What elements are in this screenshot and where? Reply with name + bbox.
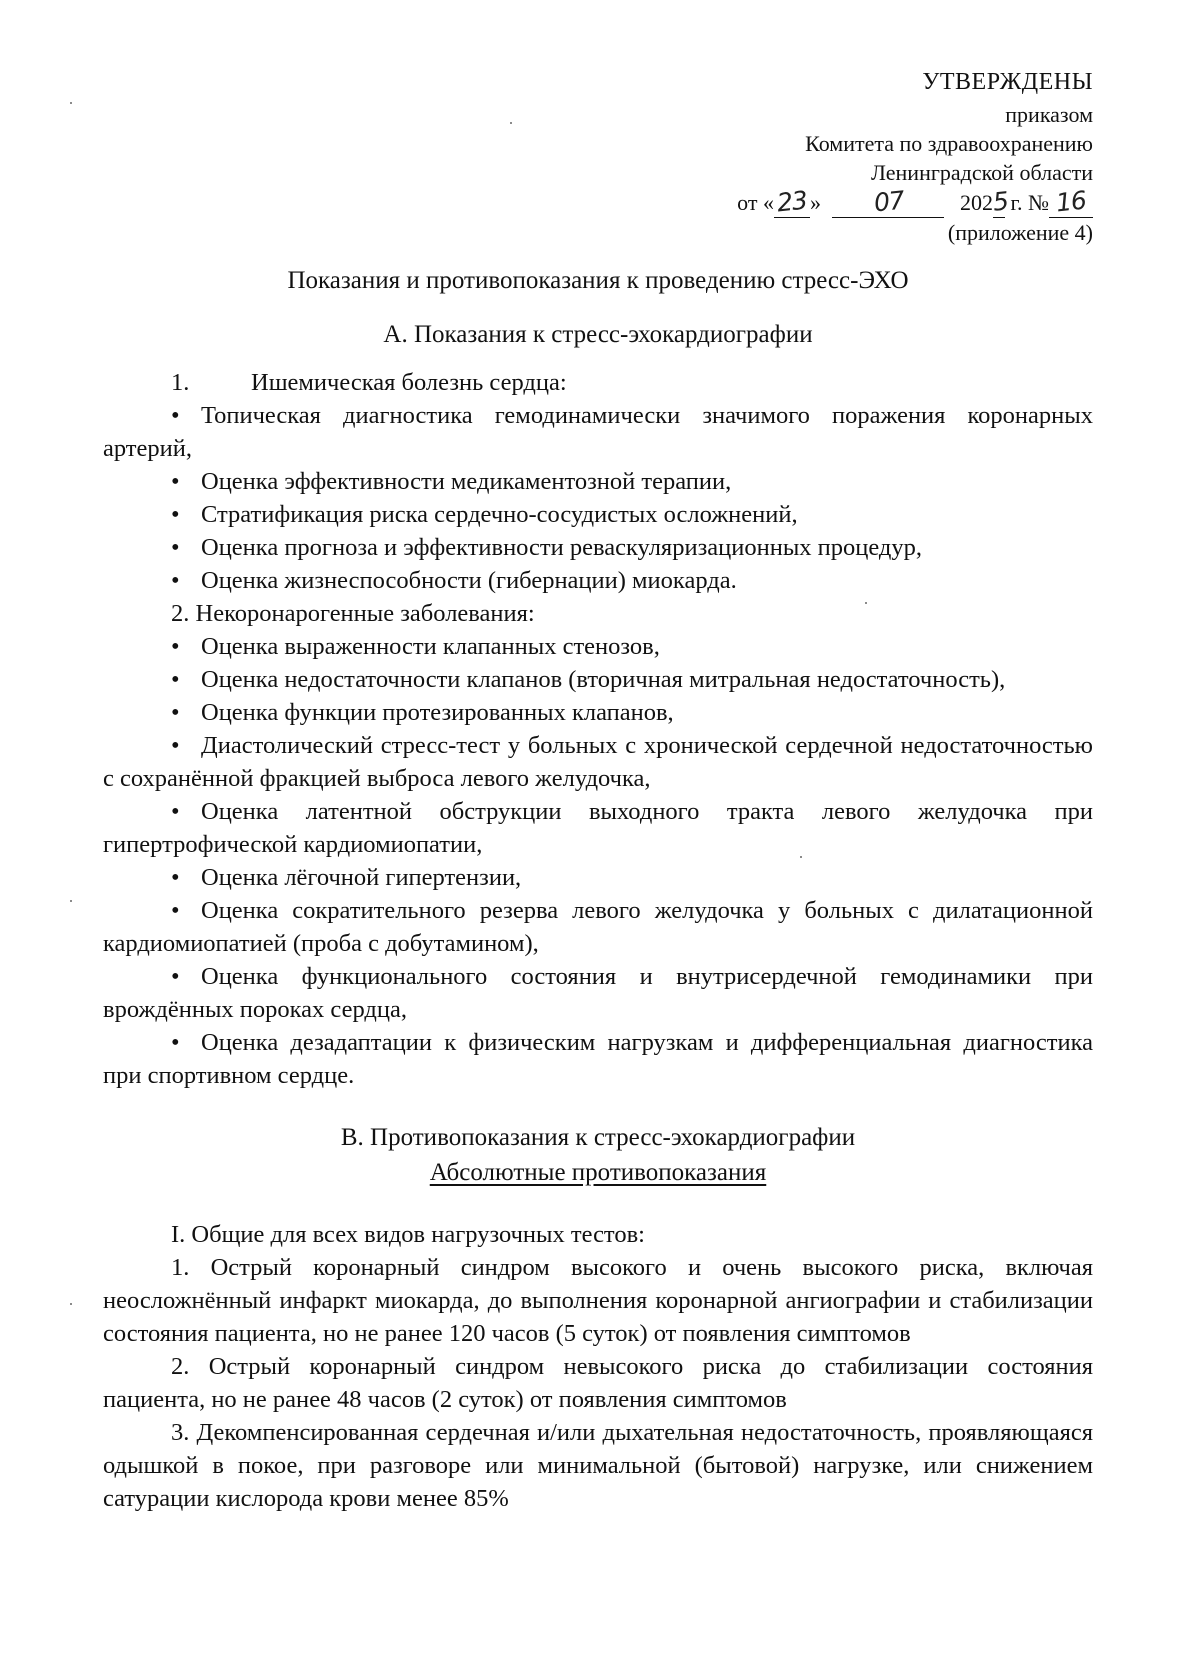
scan-speck <box>70 102 72 104</box>
date-prefix: от « <box>737 190 774 215</box>
approval-date-line <box>533 187 1093 218</box>
list-item-text: Оценка дезадаптации к физическим нагрузкам и дифференциальная диагностика при спортивном сердце. <box>103 1029 1093 1089</box>
contraindication-item: 2. Острый коронарный синдром невысокого риска до стабилизации состояния пациента, но не ранее 48 часов (2 суток) от появления симптомов <box>103 1353 1093 1413</box>
year-suffix: г. № <box>1010 190 1049 215</box>
list-item <box>103 960 1093 1026</box>
bullet-icon: • <box>171 798 180 825</box>
bullet-icon: • <box>171 699 180 726</box>
approval-block <box>533 64 1093 247</box>
list-item-text: Оценка сократительного резерва левого желудочка у больных с дилатационной кардиомиопатией (проба с добутамином), <box>103 897 1093 957</box>
list-item-text: Оценка функционального состояния и внутрисердечной гемодинамики при врождённых пороках сердца, <box>103 963 1093 1023</box>
scan-speck <box>70 900 72 902</box>
bullet-icon: • <box>171 897 180 924</box>
approval-order-label: приказом <box>1005 102 1093 127</box>
contraindication-item: 1. Острый коронарный синдром высокого и очень высокого риска, включая неосложнённый инфаркт миокарда, до выполнения коронарной ангиографии и стабилизации состояния пациента, но не ранее 120 часов (5 суток) от появления симптомов <box>103 1254 1093 1347</box>
list-item <box>103 531 1093 564</box>
list-item-text: Оценка латентной обструкции выходного тракта левого желудочка при гипертрофической кардиомиопатии, <box>103 798 1093 858</box>
approval-heading: УТВЕРЖДЕНЫ <box>922 69 1093 95</box>
document-body <box>103 264 1093 1515</box>
bullet-icon: • <box>171 501 180 528</box>
list-item-text: Оценка прогноза и эффективности реваскуляризационных процедур, <box>201 534 923 561</box>
date-day-field <box>774 187 810 218</box>
list-item <box>103 696 1093 729</box>
bullet-icon: • <box>171 402 180 429</box>
bullet-icon: • <box>171 666 180 693</box>
bullet-icon: • <box>171 864 180 891</box>
section-b-subheading: Абсолютные противопоказания <box>429 1159 767 1186</box>
list-item <box>103 663 1093 696</box>
date-month-field <box>832 187 944 218</box>
scan-speck <box>510 122 512 124</box>
bullet-icon: • <box>171 468 180 495</box>
list-item <box>103 465 1093 498</box>
approval-committee: Комитета по здравоохранению <box>805 131 1093 156</box>
list-item-text: Оценка жизнеспособности (гибернации) миокарда. <box>201 567 737 594</box>
handwritten-order-number: 16 <box>1054 185 1088 218</box>
handwritten-month: 07 <box>872 185 905 218</box>
year-last-field <box>991 186 1010 218</box>
bullet-icon: • <box>171 633 180 660</box>
list-item-text: Оценка лёгочной гипертензии, <box>201 864 522 891</box>
list-item-text: Оценка недостаточности клапанов (вторичная митральная недостаточность), <box>201 666 1006 693</box>
bullet-icon: • <box>171 963 180 990</box>
contraindication-item: 3. Декомпенсированная сердечная и/или дыхательная недостаточность, проявляющаяся одышкой в покое, при разговоре или минимальной (бытовой) нагрузке, или снижением сатурации кислорода крови менее 85% <box>103 1419 1093 1512</box>
bullet-icon: • <box>171 567 180 594</box>
list-item <box>103 1026 1093 1092</box>
date-close: » <box>809 190 821 215</box>
handwritten-year-digit: 5 <box>991 186 1010 217</box>
list-item-text: Стратификация риска сердечно-сосудистых осложнений, <box>201 501 798 528</box>
list-item <box>103 894 1093 960</box>
list-item-text: Оценка выраженности клапанных стенозов, <box>201 633 660 660</box>
list-item-text: Топическая диагностика гемодинамически значимого поражения коронарных артерий, <box>103 402 1093 462</box>
approval-appendix: (приложение 4) <box>947 220 1093 245</box>
bullet-icon: • <box>171 732 180 759</box>
list-item <box>103 399 1093 465</box>
group1-number: 1. <box>171 369 190 396</box>
scan-speck <box>70 1303 72 1305</box>
list-item-text: Оценка эффективности медикаментозной терапии, <box>201 468 732 495</box>
order-number-field <box>1049 187 1093 218</box>
group1-heading <box>103 366 1093 399</box>
list-item <box>103 729 1093 795</box>
list-item-text: Диастолический стресс-тест у больных с хронической сердечной недостаточностью с сохранённой фракцией выброса левого желудочка, <box>103 732 1093 792</box>
bullet-icon: • <box>171 534 180 561</box>
handwritten-day: 23 <box>775 185 809 218</box>
list-item <box>103 630 1093 663</box>
document-title: Показания и противопоказания к проведению стресс-ЭХО <box>287 267 909 294</box>
group2-heading: 2. Некоронарогенные заболевания: <box>171 600 535 627</box>
bullet-icon: • <box>171 1029 180 1056</box>
year-prefix: 202 <box>959 190 993 215</box>
list-item <box>103 564 1093 597</box>
section-b-heading: В. Противопоказания к стресс-эхокардиографии <box>340 1124 856 1151</box>
list-item <box>103 861 1093 894</box>
approval-region: Ленинградской области <box>871 160 1093 185</box>
list-item <box>103 498 1093 531</box>
group1-title: Ишемическая болезнь сердца: <box>251 369 567 396</box>
section-a-heading: А. Показания к стресс-эхокардиографии <box>383 321 813 348</box>
list-item <box>103 795 1093 861</box>
contraindications-group1-heading: I. Общие для всех видов нагрузочных тестов: <box>171 1221 645 1248</box>
list-item-text: Оценка функции протезированных клапанов, <box>201 699 674 726</box>
